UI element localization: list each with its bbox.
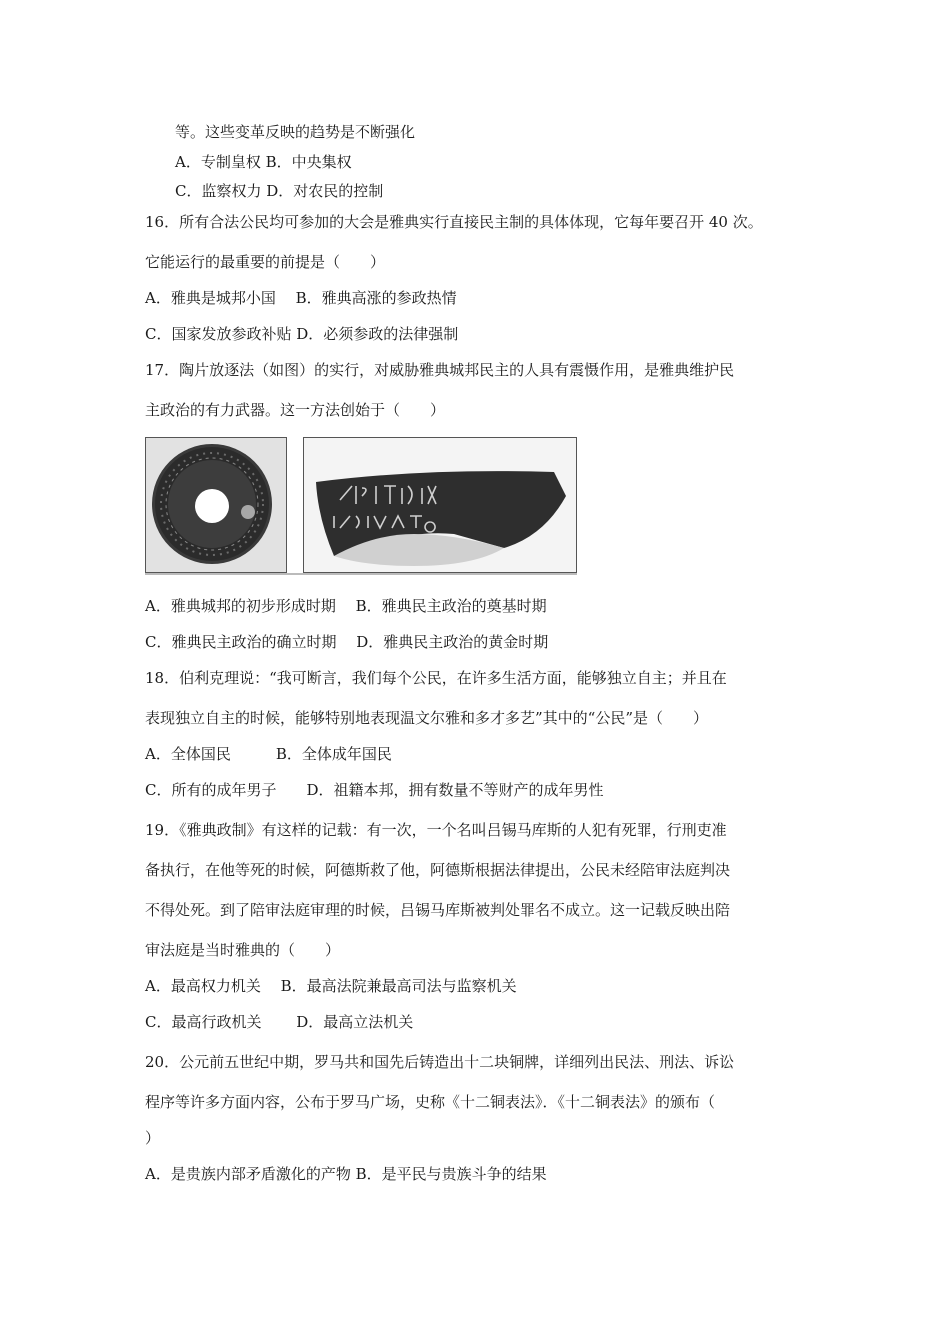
- ostracon-figure: [145, 433, 577, 575]
- text-line: 等。这些变革反映的趋势是不断强化: [175, 123, 416, 141]
- option-line: A．全体国民 B．全体成年国民: [145, 745, 392, 763]
- text-line: 主政治的有力武器。这一方法创始于（ ）: [145, 401, 446, 419]
- ostracon-image: [303, 437, 577, 573]
- question-17: 17．陶片放逐法（如图）的实行，对威胁雅典城邦民主的人具有震慑作用，是雅典维护民: [145, 361, 735, 379]
- text-line: 备执行，在他等死的时候，阿德斯救了他，阿德斯根据法律提出，公民未经陪审法庭判决: [145, 861, 731, 879]
- text-line: 它能运行的最重要的前提是（ ）: [145, 253, 386, 271]
- text-line: ）: [145, 1129, 161, 1147]
- ostracon-drawing: [304, 438, 576, 572]
- question-16: 16．所有合法公民均可参加的大会是雅典实行直接民主制的具体体现，它每年要召开 40 次。: [145, 213, 763, 231]
- coin-image: [145, 437, 287, 573]
- text-line: 程序等许多方面内容，公布于罗马广场，史称《十二铜表法》．《十二铜表法》的颁布（: [145, 1093, 716, 1111]
- option-line: C．雅典民主政治的确立时期 D．雅典民主政治的黄金时期: [145, 633, 549, 651]
- option-line: C．所有的成年男子 D．祖籍本邦，拥有数量不等财产的成年男性: [145, 781, 604, 799]
- option-line: C．监察权力 D．对农民的控制: [175, 182, 384, 200]
- option-line: A．最高权力机关 B．最高法院兼最高司法与监察机关: [145, 977, 517, 995]
- text-line: 不得处死。到了陪审法庭审理的时候，吕锡马库斯被判处罪名不成立。这一记载反映出陪: [145, 901, 731, 919]
- option-line: A．是贵族内部矛盾激化的产物 B．是平民与贵族斗争的结果: [145, 1165, 547, 1183]
- option-line: C．国家发放参政补贴 D．必须参政的法律强制: [145, 325, 459, 343]
- question-18: 18．伯利克理说：“我可断言，我们每个公民，在许多生活方面，能够独立自主；并且在: [145, 669, 727, 687]
- figure-border: [145, 573, 577, 575]
- text-line: 审法庭是当时雅典的（ ）: [145, 941, 341, 959]
- question-19: 19．《雅典政制》有这样的记载：有一次，一个名叫吕锡马库斯的人犯有死罪，行刑吏准: [145, 821, 727, 839]
- question-20: 20．公元前五世纪中期，罗马共和国先后铸造出十二块铜牌，详细列出民法、刑法、诉讼: [145, 1053, 735, 1071]
- text-line: 表现独立自主的时候，能够特别地表现温文尔雅和多才多艺”其中的“公民”是（ ）: [145, 709, 709, 727]
- option-line: A．雅典是城邦小国 B．雅典高涨的参政热情: [145, 289, 457, 307]
- option-line: A．专制皇权 B．中央集权: [175, 153, 352, 171]
- option-line: A．雅典城邦的初步形成时期 B．雅典民主政治的奠基时期: [145, 597, 547, 615]
- coin-drawing: [146, 438, 286, 572]
- option-line: C．最高行政机关 D．最高立法机关: [145, 1013, 414, 1031]
